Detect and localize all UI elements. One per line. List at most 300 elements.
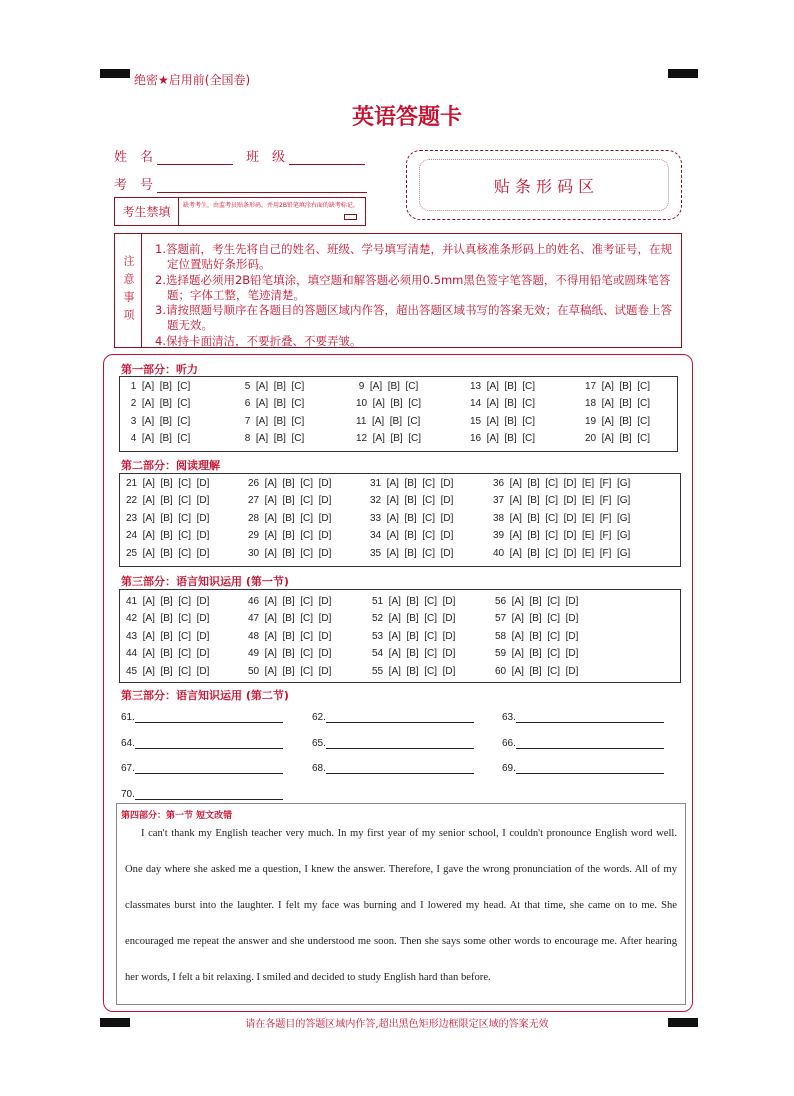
answer-line[interactable] [516, 712, 664, 723]
option-e-bubble[interactable]: [E] [579, 478, 597, 489]
option-d-bubble[interactable]: [D] [439, 665, 459, 677]
option-b-bubble[interactable]: [B] [524, 512, 543, 524]
option-c-bubble[interactable]: [C] [421, 648, 440, 660]
option-c-bubble[interactable]: [C] [419, 530, 438, 542]
section-cloze-title: 第三部分：语言知识运用 (第一节) [121, 575, 289, 588]
option-c-bubble[interactable]: [C] [175, 495, 194, 507]
option-d-bubble[interactable]: [D] [315, 596, 335, 607]
option-b-bubble[interactable]: [B] [526, 665, 545, 677]
option-d-bubble[interactable]: [D] [439, 630, 459, 642]
option-b-bubble[interactable]: [B] [279, 648, 298, 660]
option-a-bubble[interactable]: [A] [385, 665, 404, 677]
option-a-bubble[interactable]: [A] [261, 512, 280, 524]
option-d-bubble[interactable]: [D] [560, 530, 580, 542]
question-number: 25 [126, 547, 140, 559]
option-a-bubble[interactable]: [A] [261, 630, 280, 642]
option-a-bubble[interactable]: [A] [383, 530, 402, 542]
option-a-bubble[interactable]: [A] [385, 648, 404, 660]
option-a-bubble[interactable]: [A] [261, 648, 280, 660]
option-c-bubble[interactable]: [C] [288, 432, 308, 444]
option-c-bubble[interactable]: [C] [419, 478, 438, 489]
option-c-bubble[interactable]: [C] [288, 398, 308, 410]
option-a-bubble[interactable]: [A] [508, 613, 527, 625]
option-a-bubble[interactable]: [A] [139, 547, 158, 559]
question-29 [248, 530, 334, 541]
option-b-bubble[interactable]: [B] [501, 381, 520, 392]
question-60 [495, 666, 581, 677]
option-b-bubble[interactable]: [B] [279, 613, 298, 625]
option-a-bubble[interactable]: [A] [508, 596, 527, 607]
option-d-bubble[interactable]: [D] [315, 648, 335, 660]
option-a-bubble[interactable]: [A] [506, 512, 525, 524]
option-b-bubble[interactable]: [B] [526, 596, 545, 607]
option-a-bubble[interactable]: [A] [483, 415, 502, 427]
option-a-bubble[interactable]: [A] [261, 596, 280, 607]
option-d-bubble[interactable]: [D] [193, 512, 213, 524]
option-a-bubble[interactable]: [A] [253, 398, 271, 410]
question-19 [585, 416, 653, 427]
option-d-bubble[interactable]: [D] [562, 596, 582, 607]
option-b-bubble[interactable]: [B] [279, 630, 298, 642]
option-a-bubble[interactable]: [A] [261, 530, 280, 542]
option-a-bubble[interactable]: [A] [253, 415, 271, 427]
option-b-bubble[interactable]: [B] [616, 415, 635, 427]
question-number: 26 [248, 478, 262, 489]
option-a-bubble[interactable]: [A] [598, 381, 617, 392]
section-listening-title: 第一部分：听力 [121, 363, 198, 376]
option-c-bubble[interactable]: [C] [174, 398, 194, 410]
option-d-bubble[interactable]: [D] [315, 665, 335, 677]
question-13 [470, 381, 538, 392]
option-a-bubble[interactable]: [A] [261, 665, 280, 677]
option-a-bubble[interactable]: [A] [253, 381, 271, 392]
question-number: 36 [493, 478, 507, 489]
option-b-bubble[interactable]: [B] [401, 478, 420, 489]
class-field[interactable] [246, 146, 365, 165]
option-b-bubble[interactable]: [B] [403, 630, 422, 642]
option-c-bubble[interactable]: [C] [174, 415, 194, 427]
question-2 [128, 398, 193, 409]
option-d-bubble[interactable]: [D] [437, 530, 457, 542]
name-field[interactable] [114, 146, 233, 165]
option-c-bubble[interactable]: [C] [634, 415, 653, 427]
option-b-bubble[interactable]: [B] [401, 512, 420, 524]
option-d-bubble[interactable]: [D] [562, 613, 582, 625]
alignment-mark-top-right [668, 69, 698, 78]
question-46 [248, 596, 334, 607]
option-d-bubble[interactable]: [D] [437, 495, 457, 507]
option-c-bubble[interactable]: [C] [175, 530, 194, 542]
option-d-bubble[interactable]: [D] [315, 478, 335, 489]
option-c-bubble[interactable]: [C] [419, 495, 438, 507]
option-a-bubble[interactable]: [A] [367, 381, 385, 392]
option-c-bubble[interactable]: [C] [421, 596, 440, 607]
option-c-bubble[interactable]: [C] [175, 547, 194, 559]
option-b-bubble[interactable]: [B] [616, 432, 635, 444]
option-c-bubble[interactable]: [C] [405, 432, 424, 444]
option-b-bubble[interactable]: [B] [526, 613, 545, 625]
option-d-bubble[interactable]: [D] [315, 547, 335, 559]
option-b-bubble[interactable]: [B] [501, 398, 520, 410]
option-c-bubble[interactable]: [C] [544, 648, 563, 660]
option-b-bubble[interactable]: [B] [387, 432, 406, 444]
option-a-bubble[interactable]: [A] [261, 547, 280, 559]
option-d-bubble[interactable]: [D] [193, 630, 213, 642]
option-a-bubble[interactable]: [A] [139, 478, 158, 489]
option-e-bubble[interactable]: [E] [579, 495, 597, 507]
footer-warning: 请在各题目的答题区域内作答,超出黑色矩形边框限定区域的答案无效 [245, 1019, 549, 1030]
question-number: 32 [370, 495, 384, 507]
option-b-bubble[interactable]: [B] [157, 512, 176, 524]
answer-line[interactable] [135, 763, 283, 774]
question-52 [372, 613, 458, 624]
question-number: 2 [128, 398, 140, 410]
option-a-bubble[interactable]: [A] [506, 547, 525, 559]
option-a-bubble[interactable]: [A] [383, 547, 402, 559]
option-a-bubble[interactable]: [A] [483, 432, 502, 444]
question-number: 1 [128, 381, 140, 392]
option-a-bubble[interactable]: [A] [261, 478, 280, 489]
option-b-bubble[interactable]: [B] [157, 596, 176, 607]
question-number: 20 [585, 432, 599, 444]
option-b-bubble[interactable]: [B] [403, 665, 422, 677]
question-number: 23 [126, 512, 140, 524]
option-c-bubble[interactable]: [C] [297, 478, 316, 489]
option-b-bubble[interactable]: [B] [401, 495, 420, 507]
option-d-bubble[interactable]: [D] [193, 613, 213, 625]
question-54 [372, 648, 458, 659]
option-d-bubble[interactable]: [D] [193, 648, 213, 660]
option-c-bubble[interactable]: [C] [544, 665, 563, 677]
option-c-bubble[interactable]: [C] [542, 478, 561, 489]
option-a-bubble[interactable]: [A] [139, 648, 158, 660]
option-d-bubble[interactable]: [D] [315, 495, 335, 507]
option-b-bubble[interactable]: [B] [279, 530, 298, 542]
option-c-bubble[interactable]: [C] [519, 415, 538, 427]
option-c-bubble[interactable]: [C] [634, 432, 653, 444]
option-e-bubble[interactable]: [E] [579, 530, 597, 542]
answer-line[interactable] [516, 738, 664, 749]
option-g-bubble[interactable]: [G] [614, 478, 634, 489]
option-d-bubble[interactable]: [D] [193, 478, 213, 489]
student-id-field[interactable] [114, 174, 367, 193]
option-b-bubble[interactable]: [B] [526, 630, 545, 642]
option-c-bubble[interactable]: [C] [542, 495, 561, 507]
option-b-bubble[interactable]: [B] [157, 478, 176, 489]
question-number: 41 [126, 596, 140, 607]
option-b-bubble[interactable]: [B] [156, 398, 175, 410]
option-c-bubble[interactable]: [C] [634, 398, 653, 410]
option-b-bubble[interactable]: [B] [403, 648, 422, 660]
option-b-bubble[interactable]: [B] [270, 415, 289, 427]
option-d-bubble[interactable]: [D] [193, 530, 213, 542]
option-c-bubble[interactable]: [C] [297, 495, 316, 507]
option-a-bubble[interactable]: [A] [369, 398, 388, 410]
fill-blank-62[interactable] [312, 712, 474, 723]
option-c-bubble[interactable]: [C] [544, 630, 563, 642]
option-b-bubble[interactable]: [B] [157, 495, 176, 507]
option-c-bubble[interactable]: [C] [297, 547, 316, 559]
option-c-bubble[interactable]: [C] [175, 613, 194, 625]
fill-blank-67[interactable] [121, 763, 283, 774]
fill-blank-65[interactable] [312, 738, 474, 749]
option-b-bubble[interactable]: [B] [524, 495, 543, 507]
option-c-bubble[interactable]: [C] [421, 665, 440, 677]
option-b-bubble[interactable]: [B] [270, 432, 289, 444]
option-c-bubble[interactable]: [C] [542, 547, 561, 559]
option-b-bubble[interactable]: [B] [501, 415, 520, 427]
option-a-bubble[interactable]: [A] [139, 381, 157, 392]
option-d-bubble[interactable]: [D] [439, 596, 459, 607]
question-number: 45 [126, 665, 140, 677]
option-d-bubble[interactable]: [D] [315, 630, 335, 642]
option-b-bubble[interactable]: [B] [157, 613, 176, 625]
option-c-bubble[interactable]: [C] [544, 613, 563, 625]
option-b-bubble[interactable]: [B] [384, 381, 403, 392]
option-a-bubble[interactable]: [A] [139, 432, 157, 444]
question-number: 33 [370, 512, 384, 524]
option-a-bubble[interactable]: [A] [483, 398, 502, 410]
option-b-bubble[interactable]: [B] [270, 398, 289, 410]
option-a-bubble[interactable]: [A] [506, 530, 525, 542]
option-b-bubble[interactable]: [B] [524, 547, 543, 559]
forbidden-label: 考生禁填 [115, 198, 179, 225]
option-b-bubble[interactable]: [B] [401, 547, 420, 559]
option-d-bubble[interactable]: [D] [562, 630, 582, 642]
option-b-bubble[interactable]: [B] [157, 630, 176, 642]
option-b-bubble[interactable]: [B] [524, 530, 543, 542]
option-a-bubble[interactable]: [A] [383, 495, 402, 507]
option-a-bubble[interactable]: [A] [261, 495, 280, 507]
fill-blank-61[interactable] [121, 712, 283, 723]
option-a-bubble[interactable]: [A] [139, 512, 158, 524]
question-number: 7 [242, 415, 254, 427]
option-d-bubble[interactable]: [D] [560, 495, 580, 507]
option-c-bubble[interactable]: [C] [405, 398, 424, 410]
question-number: 59 [495, 648, 509, 660]
option-c-bubble[interactable]: [C] [175, 665, 194, 677]
option-a-bubble[interactable]: [A] [139, 415, 157, 427]
question-36 [493, 478, 633, 489]
option-f-bubble[interactable]: [F] [596, 495, 615, 507]
option-a-bubble[interactable]: [A] [598, 398, 617, 410]
option-e-bubble[interactable]: [E] [579, 512, 597, 524]
option-a-bubble[interactable]: [A] [139, 495, 158, 507]
option-d-bubble[interactable]: [D] [439, 613, 459, 625]
option-a-bubble[interactable]: [A] [508, 648, 527, 660]
option-c-bubble[interactable]: [C] [175, 596, 194, 607]
option-a-bubble[interactable]: [A] [506, 495, 525, 507]
question-53 [372, 631, 458, 642]
option-a-bubble[interactable]: [A] [598, 432, 617, 444]
option-a-bubble[interactable]: [A] [483, 381, 502, 392]
option-d-bubble[interactable]: [D] [437, 478, 457, 489]
option-c-bubble[interactable]: [C] [634, 381, 653, 392]
option-b-bubble[interactable]: [B] [279, 665, 298, 677]
option-c-bubble[interactable]: [C] [175, 648, 194, 660]
option-d-bubble[interactable]: [D] [315, 613, 335, 625]
option-a-bubble[interactable]: [A] [383, 478, 402, 489]
option-a-bubble[interactable]: [A] [253, 432, 271, 444]
question-number: 3 [128, 415, 140, 427]
fill-number: 69. [502, 763, 516, 774]
option-c-bubble[interactable]: [C] [519, 432, 538, 444]
option-f-bubble[interactable]: [F] [596, 530, 615, 542]
option-a-bubble[interactable]: [A] [369, 415, 387, 427]
answer-line[interactable] [326, 712, 474, 723]
fill-blank-69[interactable] [502, 763, 664, 774]
option-a-bubble[interactable]: [A] [139, 630, 158, 642]
option-d-bubble[interactable]: [D] [315, 530, 335, 542]
option-d-bubble[interactable]: [D] [193, 665, 213, 677]
answer-line[interactable] [135, 712, 283, 723]
option-d-bubble[interactable]: [D] [315, 512, 335, 524]
option-d-bubble[interactable]: [D] [560, 512, 580, 524]
option-d-bubble[interactable]: [D] [193, 495, 213, 507]
option-a-bubble[interactable]: [A] [139, 596, 158, 607]
option-c-bubble[interactable]: [C] [297, 648, 316, 660]
option-a-bubble[interactable]: [A] [261, 613, 280, 625]
question-number: 6 [242, 398, 254, 410]
option-d-bubble[interactable]: [D] [437, 547, 457, 559]
option-c-bubble[interactable]: [C] [421, 613, 440, 625]
option-b-bubble[interactable]: [B] [270, 381, 289, 392]
option-d-bubble[interactable]: [D] [562, 648, 582, 660]
note-item: 2.选择题必须用2B铅笔填涂，填空题和解答题必须用0.5mm黑色签字笔答题，不得用铅笔或圆珠笔答题；字体工整，笔迹清楚。 [155, 272, 671, 302]
option-d-bubble[interactable]: [D] [439, 648, 459, 660]
option-b-bubble[interactable]: [B] [526, 648, 545, 660]
option-d-bubble[interactable]: [D] [193, 547, 213, 559]
option-b-bubble[interactable]: [B] [279, 478, 298, 489]
option-b-bubble[interactable]: [B] [616, 381, 635, 392]
option-b-bubble[interactable]: [B] [279, 596, 298, 607]
option-a-bubble[interactable]: [A] [383, 512, 402, 524]
absent-mark-checkbox[interactable] [344, 214, 357, 220]
option-a-bubble[interactable]: [A] [508, 630, 527, 642]
option-e-bubble[interactable]: [E] [579, 547, 597, 559]
option-c-bubble[interactable]: [C] [297, 630, 316, 642]
option-c-bubble[interactable]: [C] [419, 512, 438, 524]
option-g-bubble[interactable]: [G] [614, 495, 634, 507]
answer-line[interactable] [135, 738, 283, 749]
fill-blank-68[interactable] [312, 763, 474, 774]
notes-label: 注意事项 [115, 234, 142, 347]
option-c-bubble[interactable]: [C] [519, 398, 538, 410]
option-c-bubble[interactable]: [C] [297, 613, 316, 625]
option-a-bubble[interactable]: [A] [139, 613, 158, 625]
option-c-bubble[interactable]: [C] [542, 512, 561, 524]
option-c-bubble[interactable]: [C] [175, 512, 194, 524]
question-33 [370, 513, 456, 524]
question-number: 52 [372, 613, 386, 625]
option-a-bubble[interactable]: [A] [139, 398, 157, 410]
question-number: 27 [248, 495, 262, 507]
option-a-bubble[interactable]: [A] [139, 665, 158, 677]
option-f-bubble[interactable]: [F] [596, 478, 615, 489]
option-a-bubble[interactable]: [A] [598, 415, 617, 427]
option-b-bubble[interactable]: [B] [279, 547, 298, 559]
option-d-bubble[interactable]: [D] [193, 596, 213, 607]
option-c-bubble[interactable]: [C] [297, 530, 316, 542]
question-number: 14 [470, 398, 484, 410]
option-a-bubble[interactable]: [A] [385, 596, 404, 607]
option-b-bubble[interactable]: [B] [157, 648, 176, 660]
fill-blank-63[interactable] [502, 712, 664, 723]
answer-line[interactable] [516, 763, 664, 774]
option-g-bubble[interactable]: [G] [614, 547, 634, 559]
option-f-bubble[interactable]: [F] [596, 512, 615, 524]
option-b-bubble[interactable]: [B] [386, 415, 405, 427]
option-c-bubble[interactable]: [C] [297, 512, 316, 524]
option-c-bubble[interactable]: [C] [544, 596, 563, 607]
alignment-mark-top-left [100, 69, 130, 78]
answer-line[interactable] [326, 763, 474, 774]
option-c-bubble[interactable]: [C] [419, 547, 438, 559]
option-a-bubble[interactable]: [A] [385, 613, 404, 625]
option-b-bubble[interactable]: [B] [156, 432, 175, 444]
option-c-bubble[interactable]: [C] [402, 381, 422, 392]
option-a-bubble[interactable]: [A] [506, 478, 525, 489]
option-b-bubble[interactable]: [B] [524, 478, 543, 489]
option-f-bubble[interactable]: [F] [596, 547, 615, 559]
question-number: 5 [242, 381, 254, 392]
option-c-bubble[interactable]: [C] [174, 432, 194, 444]
option-c-bubble[interactable]: [C] [288, 381, 308, 392]
answer-line[interactable] [326, 738, 474, 749]
option-a-bubble[interactable]: [A] [139, 530, 158, 542]
option-b-bubble[interactable]: [B] [616, 398, 635, 410]
fill-blank-64[interactable] [121, 738, 283, 749]
option-b-bubble[interactable]: [B] [157, 547, 176, 559]
option-b-bubble[interactable]: [B] [401, 530, 420, 542]
option-c-bubble[interactable]: [C] [297, 596, 316, 607]
option-b-bubble[interactable]: [B] [403, 613, 422, 625]
option-c-bubble[interactable]: [C] [421, 630, 440, 642]
option-a-bubble[interactable]: [A] [369, 432, 388, 444]
option-a-bubble[interactable]: [A] [508, 665, 527, 677]
option-b-bubble[interactable]: [B] [156, 381, 175, 392]
question-49 [248, 648, 334, 659]
option-c-bubble[interactable]: [C] [175, 630, 194, 642]
option-g-bubble[interactable]: [G] [614, 530, 634, 542]
option-c-bubble[interactable]: [C] [519, 381, 538, 392]
option-d-bubble[interactable]: [D] [560, 547, 580, 559]
option-d-bubble[interactable]: [D] [562, 665, 582, 677]
option-c-bubble[interactable]: [C] [542, 530, 561, 542]
option-g-bubble[interactable]: [G] [614, 512, 634, 524]
option-b-bubble[interactable]: [B] [156, 415, 175, 427]
option-d-bubble[interactable]: [D] [560, 478, 580, 489]
option-b-bubble[interactable]: [B] [157, 530, 176, 542]
answer-line[interactable] [135, 789, 283, 800]
option-c-bubble[interactable]: [C] [175, 478, 194, 489]
option-b-bubble[interactable]: [B] [279, 512, 298, 524]
option-b-bubble[interactable]: [B] [279, 495, 298, 507]
barcode-area [406, 150, 682, 220]
fill-blank-70[interactable] [121, 789, 283, 800]
option-b-bubble[interactable]: [B] [403, 596, 422, 607]
option-b-bubble[interactable]: [B] [387, 398, 406, 410]
option-c-bubble[interactable]: [C] [288, 415, 308, 427]
option-c-bubble[interactable]: [C] [404, 415, 424, 427]
option-b-bubble[interactable]: [B] [501, 432, 520, 444]
option-b-bubble[interactable]: [B] [157, 665, 176, 677]
option-a-bubble[interactable]: [A] [385, 630, 404, 642]
option-d-bubble[interactable]: [D] [437, 512, 457, 524]
option-c-bubble[interactable]: [C] [297, 665, 316, 677]
option-c-bubble[interactable]: [C] [174, 381, 194, 392]
fill-blank-66[interactable] [502, 738, 664, 749]
